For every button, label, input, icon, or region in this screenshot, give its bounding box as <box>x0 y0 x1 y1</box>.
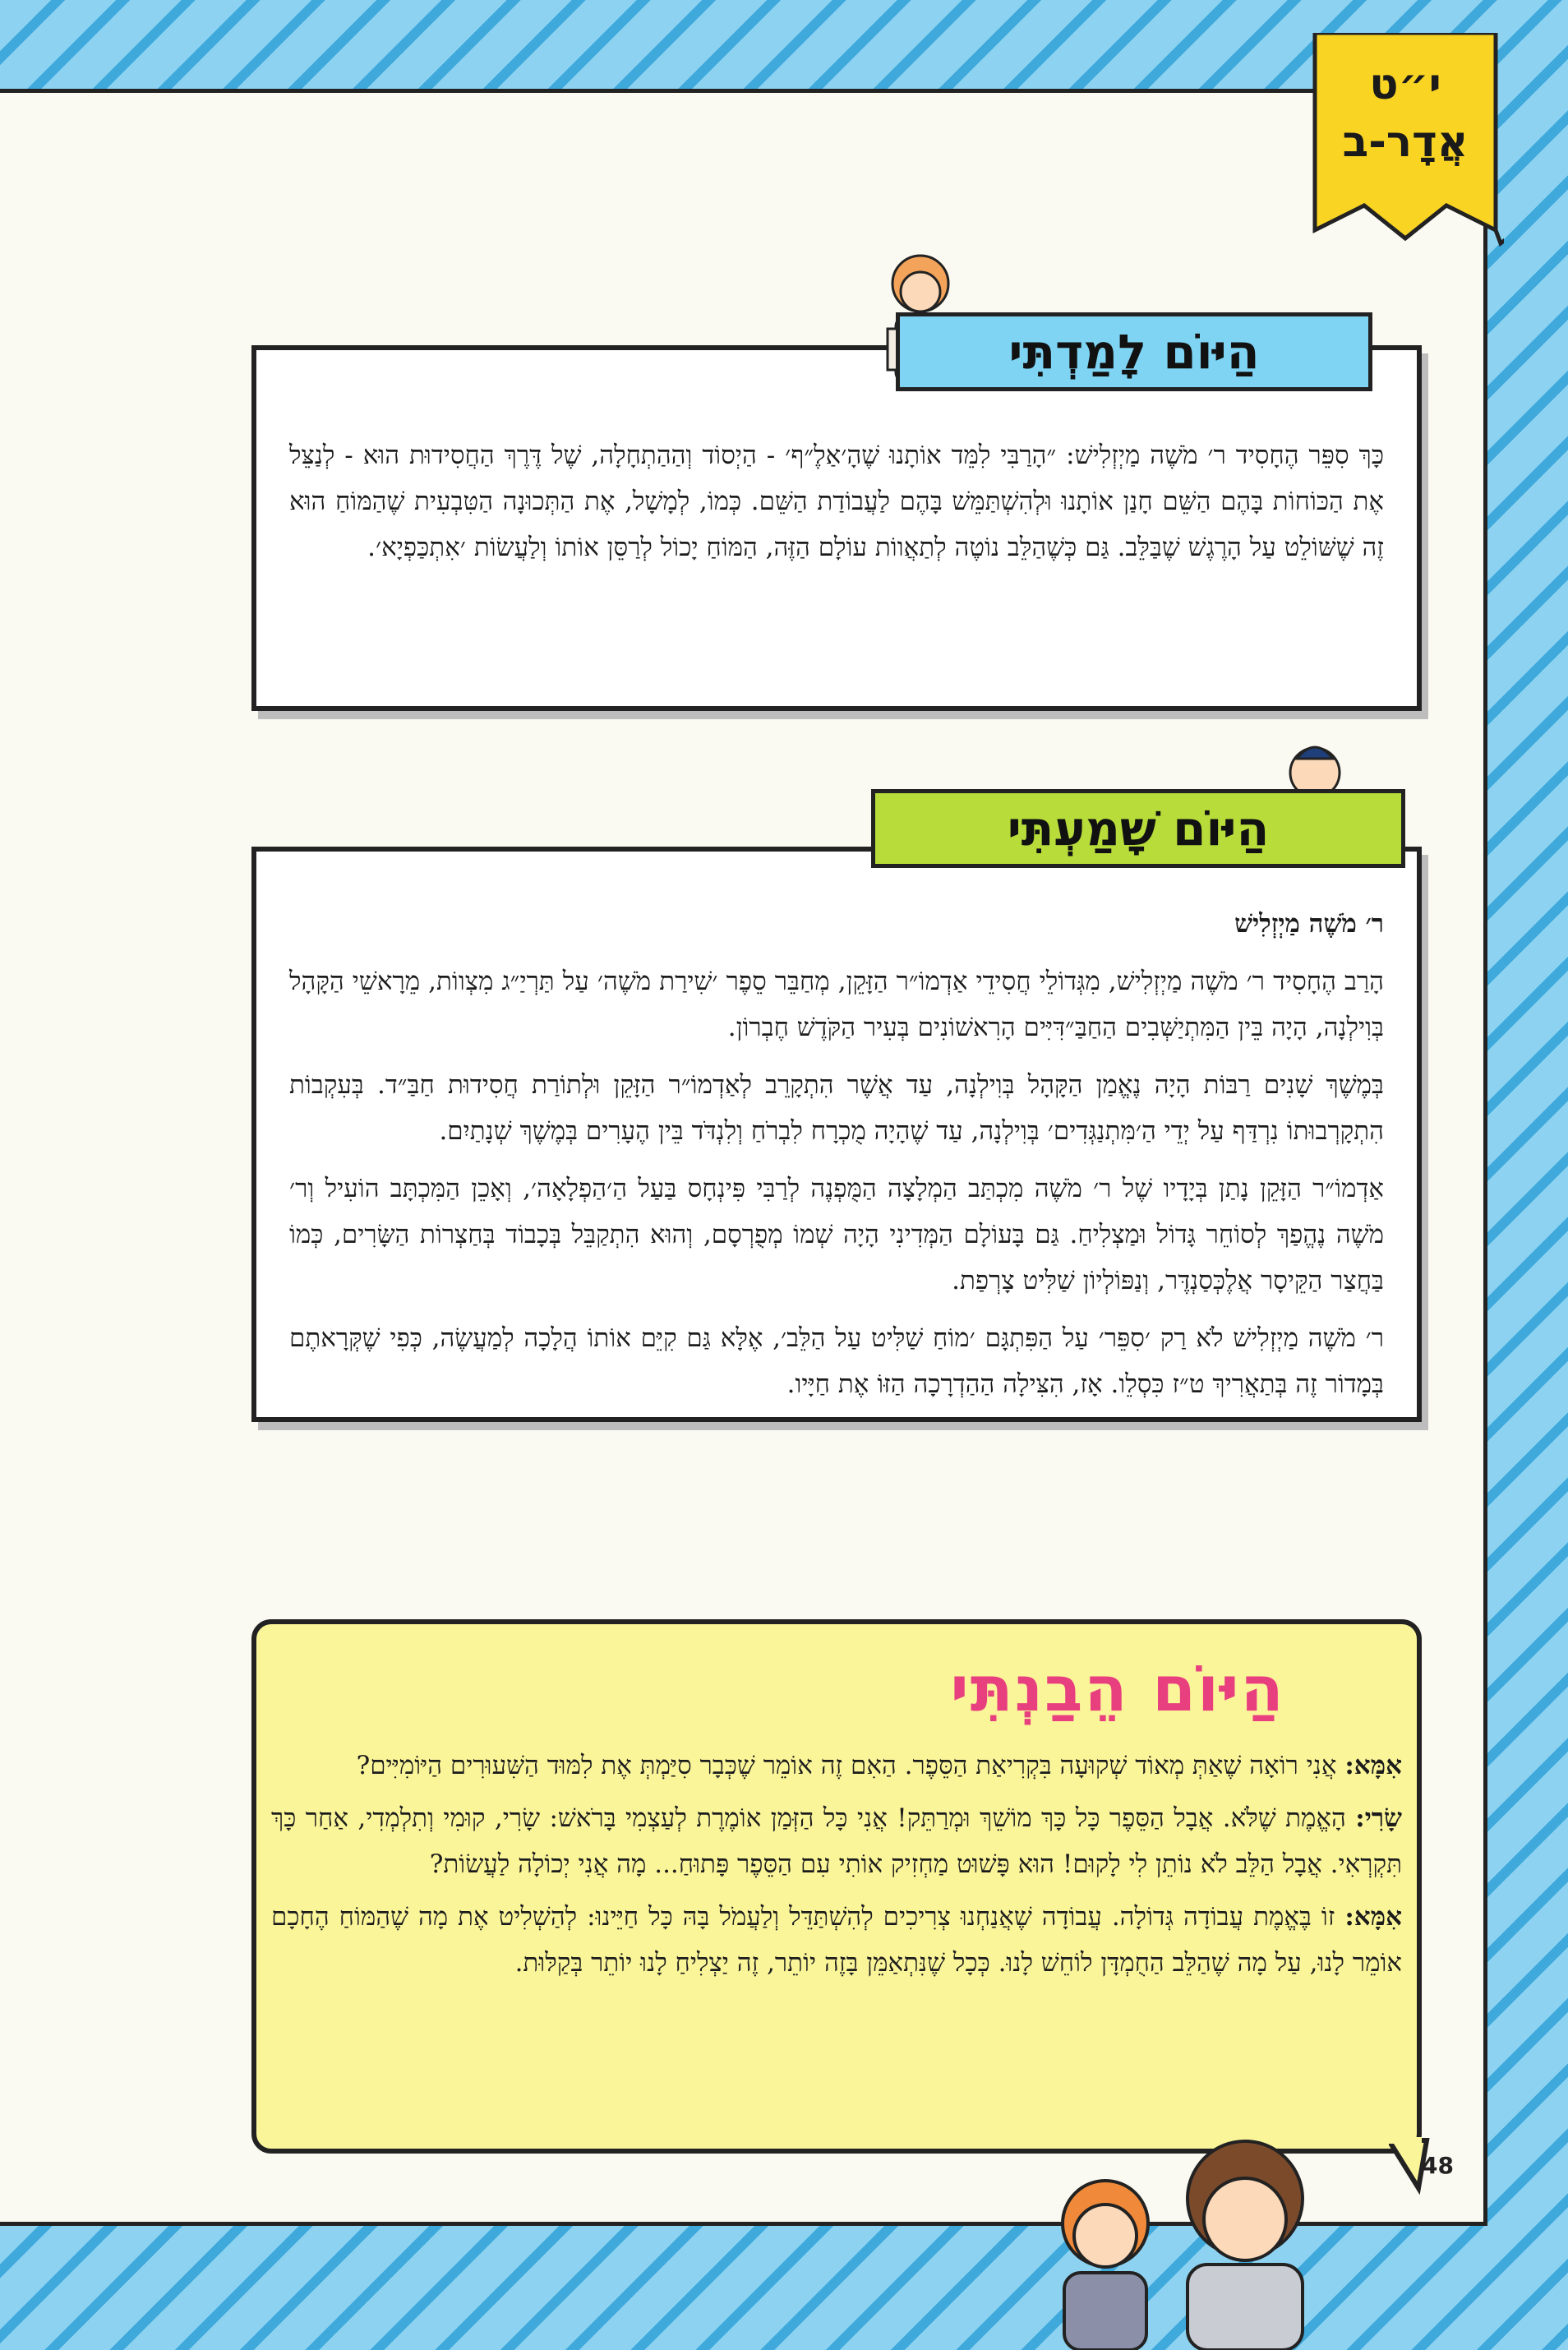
dialogue-speaker: אִמָּא: <box>1344 1902 1402 1932</box>
page-number: 48 <box>1422 2152 1454 2179</box>
learned-box <box>251 345 1422 711</box>
heard-title: הַיּוֹם שָׁמַעְתִּי <box>871 789 1405 868</box>
dialogue-line <box>271 1743 1402 1789</box>
heard-paragraph-2: בְּמֶשֶׁךְ שָׁנִים רַבּוֹת הָיָה נֶאֱמַן הַקָּהָל בְּוִילְנָה, עַד אֲשֶׁר הִתְקָרֵב לְאַדְמוֹ״ר הַזָּקֵן וּלְתוֹרַת חֲסִידוּת חַבַּ״ד. בְּעִקְבוֹת הִתְקָרְבוּתוֹ נִרְדַּף עַל יְדֵי הַ׳מִּתְנַגְּדִים׳ בְּוִילְנָה, עַד שֶׁהָיָה מֻכְרָח לִבְרֹחַ וְלִנְדֹּד בֵּין הֶעָרִים בְּמֶשֶׁךְ שְׁנָתַיִם. <box>289 1070 1384 1146</box>
heard-paragraph-3: אַדְמוֹ״ר הַזָּקֵן נָתַן בְּיָדָיו שֶׁל ר׳ מֹשֶׁה מִכְתַּב הַמְלָצָה הַמֻּפְנֶה לְרַבִּי פִּינְחָס בַּעַל הַ׳הַפְלָאָה׳, וְאָכֵן הַמִּכְתָּב הוֹעִיל וְר׳ מֹשֶׁה נֶהֱפַךְ לְסוֹחֵר גָּדוֹל וּמַצְלִיחַ. גַּם בָּעוֹלָם הַמְּדִינִי הָיָה שְׁמוֹ מְפֻרְסָם, וְהוּא הִתְקַבֵּל בְּכָבוֹד בְּחַצְרוֹת הַשָּׂרִים, כְּמוֹ בַּחֲצַר הַקֵּיסָר אֲלֶכְּסַנְדֶּר, וְנַפּוֹלְיוֹן שַׁלִּיט צָרְפַת. <box>289 1174 1384 1295</box>
heard-box <box>251 847 1422 1422</box>
dialogue-line <box>271 1894 1402 1986</box>
heard-text <box>256 852 1417 1435</box>
mother-daughter-figure <box>1027 2125 1340 2350</box>
dialogue-line <box>271 1795 1402 1887</box>
dialogue-speaker: שָׂרִי: <box>1355 1803 1402 1833</box>
date-day: י״ט <box>1369 60 1441 109</box>
understood-title: הַיּוֹם הֵבַנְתִּי <box>950 1652 1285 1725</box>
understood-dialogue <box>271 1743 1402 1992</box>
dialogue-text: אֲנִי רוֹאָה שֶׁאַתְּ מְאוֹד שְׁקוּעָה בִּקְרִיאַת הַסֵּפֶר. הַאִם זֶה אוֹמֵר שֶׁכְּבָר סִיַּמְתְּ אֶת לִמּוּד הַשִּׁעוּרִים הַיּוֹמִיִּים? <box>356 1751 1337 1780</box>
heard-paragraph-4: ר׳ מֹשֶׁה מַיְזְלִישׁ לֹא רַק ׳סִפֵּר׳ עַל הַפִּתְגָּם ׳מוֹחַ שַׁלִּיט עַל הַלֵּב׳, אֶלָּא גַּם קִיֵּם אוֹתוֹ הֲלָכָה לְמַעֲשֶׂה, כְּפִי שֶׁקְּרָאתֶם בְּמָדוֹר זֶה בְּתַאֲרִיךְ ט״ז כִּסְלֵו. אָז, הִצִּילָה הַהַדְרָכָה הַזּוֹ אֶת חַיָּיו. <box>289 1323 1384 1399</box>
learned-title: הַיּוֹם לָמַדְתִּי <box>896 312 1372 391</box>
dialogue-speaker: אִמָּא: <box>1344 1751 1402 1780</box>
learned-paragraph: כָּךְ סִפֵּר הֶחָסִיד ר׳ מֹשֶׁה מַיְזְלִישׁ: ״הָרַבִּי לִמֵּד אוֹתָנוּ שֶׁהָ׳אַלֶ״ף׳ - הַיְסוֹד וְהַהַתְחָלָה, שֶׁל דֶּרֶךְ הַחֲסִידוּת הוּא - לְנַצֵּל אֶת הַכּוֹחוֹת בָּהֶם הַשֵּׁם חָנַן אוֹתָנוּ וּלְהִשְׁתַּמֵּשׁ בָּהֶם לַעֲבוֹדַת הַשֵּׁם. כְּמוֹ, לְמָשָׁל, אֶת הַתְּכוּנָה הַטִּבְעִית שֶׁהַמּוֹחַ הוּא זֶה שֶׁשּׁוֹלֵט עַל הָרֶגֶשׁ שֶׁבַּלֵּב. גַּם כְּשֶׁהַלֵּב נוֹטֶה לְתַאֲווֹת עוֹלָם הַזֶּה, הַמּוֹחַ יָכוֹל לְרַסֵּן אוֹתוֹ וְלַעֲשׂוֹת ׳אִתְכַּפְיָא׳. <box>289 441 1384 562</box>
date-month: אֲדָר-ב <box>1342 118 1469 167</box>
date-label <box>1307 56 1504 171</box>
heard-paragraph-1: הָרַב הֶחָסִיד ר׳ מֹשֶׁה מַיְזְלִישׁ, מִגְּדוֹלֵי חֲסִידֵי אַדְמוֹ״ר הַזָּקֵן, מְחַבֵּר סֵפֶר ׳שִׁירַת מֹשֶׁה׳ עַל תַּרְיַ״ג מִצְווֹת, מֵרָאשֵׁי הַקָּהָל בְּוִילְנָה, הָיָה בֵּין הַמִּתְיַשְּׁבִים הַחַבַּ״דִּיִּים הָרִאשׁוֹנִים בְּעִיר הַקֹּדֶשׁ חֶבְרוֹן. <box>289 967 1384 1042</box>
dialogue-text: הָאֱמֶת שֶׁלֹּא. אֲבָל הַסֵּפֶר כָּל כָּךְ מוֹשֵׁךְ וּמְרַתֵּק! אֲנִי כָּל הַזְּמַן אוֹמֶרֶת לְעַצְמִי בָּרֹאשׁ: שָׂרִי, קוּמִי וְתִלְמְדִי, אַחַר כָּךְ תִּקְרְאִי. אֲבָל הַלֵּב לֹא נוֹתֵן לִי לָקוּם! הוּא פָּשׁוּט מַחְזִיק אוֹתִי עִם הַסֵּפֶר פָּתוּחַ... מָה אֲנִי יְכוֹלָה לַעֲשׂוֹת? <box>271 1803 1402 1879</box>
dialogue-text: זוֹ בֶּאֱמֶת עֲבוֹדָה גְּדוֹלָה. עֲבוֹדָה שֶׁאֲנַחְנוּ צְרִיכִים לְהִשְׁתַּדֵּל וְלַעֲמֹל בָּהּ כָּל חַיֵּינוּ: לְהַשְׁלִיט אֶת מָה שֶׁהַמּוֹחַ הֶחָכָם אוֹמֵר לָנוּ, עַל מָה שֶׁהַלֵּב הַחֻמְדָּן לוֹחֵשׁ לָנוּ. כְּכָל שֶׁנִּתְאַמֵּן בָּזֶה יוֹתֵר, זֶה יַצְלִיחַ לָנוּ יוֹתֵר בְּקַלּוּת. <box>271 1902 1402 1978</box>
date-banner <box>1307 33 1504 247</box>
heard-heading: ר׳ מֹשֶׁה מַיְזְלִישׁ <box>1234 909 1384 939</box>
